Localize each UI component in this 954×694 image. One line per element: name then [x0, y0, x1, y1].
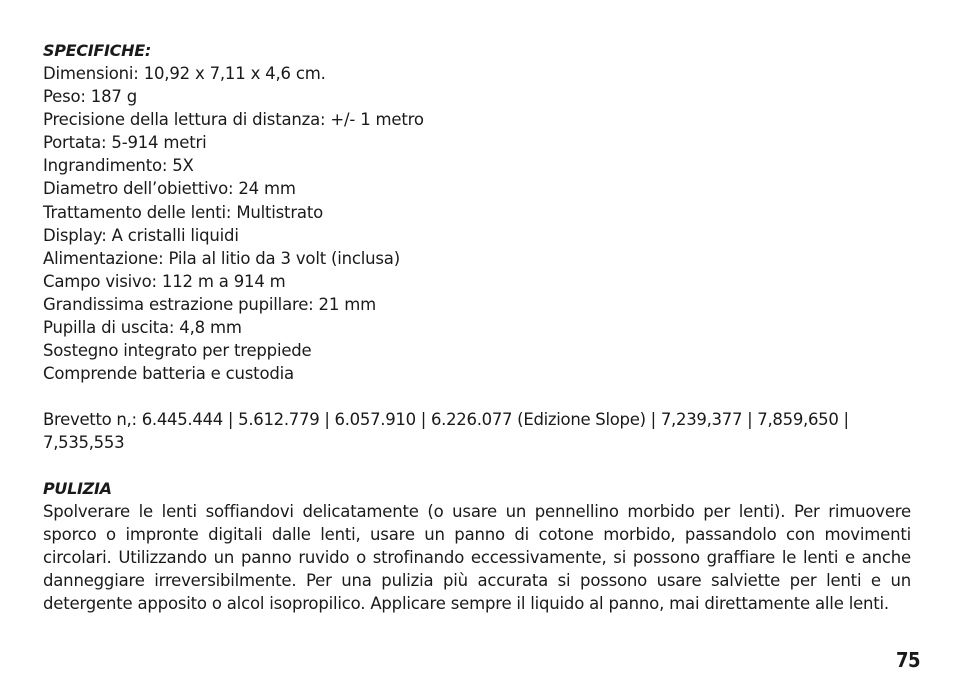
spec-item: Sostegno integrato per treppiede — [43, 341, 312, 361]
patent-numbers: Brevetto n,: 6.445.444 | 5.612.779 | 6.057.910 | 6.226.077 (Edizione Slope) | 7,239,377 | 7,859,650 | 7,535,553 — [43, 410, 849, 453]
spec-item: Campo visivo: 112 m a 914 m — [43, 271, 286, 291]
section-spacer — [43, 454, 911, 477]
spec-item: Dimensioni: 10,92 x 7,11 x 4,6 cm. — [43, 64, 326, 83]
spec-item: Precisione della lettura di distanza: +/- 1 metro — [43, 110, 424, 130]
cleaning-paragraph: Spolverare le lenti soffiandovi delicatamente (o usare un pennellino morbido per lenti). Per rimuovere sporco o impronte digitali dalle lenti, usare un panno di cotone morbido, passandolo con movimenti circolari. Utilizzando un panno ruvido o strofinando eccessivamente, si possono graffiare le lenti e anche danneggiare irreversibilmente. Per una pulizia più accurata si possono usare salviette per lenti e un detergente apposito o alcol isopropilico. Applicare sempre il liquido al panno, mai direttamente alle lenti. — [43, 502, 911, 614]
spec-item: Alimentazione: Pila al litio da 3 volt (inclusa) — [43, 248, 400, 268]
specs-list — [43, 62, 911, 385]
spec-item: Pupilla di uscita: 4,8 mm — [43, 318, 242, 338]
cleaning-heading: PULIZIA — [43, 479, 112, 499]
spec-item: Comprende batteria e custodia — [43, 364, 294, 384]
spec-item: Trattamento delle lenti: Multistrato — [43, 202, 323, 222]
spec-item: Grandissima estrazione pupillare: 21 mm — [43, 294, 376, 314]
spec-item: Portata: 5-914 metri — [43, 133, 207, 153]
spec-item: Ingrandimento: 5X — [43, 156, 194, 176]
page-number: 75 — [895, 648, 920, 672]
section-spacer — [43, 385, 911, 408]
spec-item: Peso: 187 g — [43, 87, 138, 107]
manual-page — [43, 39, 911, 615]
spec-item: Display: A cristalli liquidi — [43, 225, 239, 245]
spec-item: Diametro dell’obiettivo: 24 mm — [43, 179, 296, 199]
specs-heading: SPECIFICHE: — [43, 41, 151, 60]
